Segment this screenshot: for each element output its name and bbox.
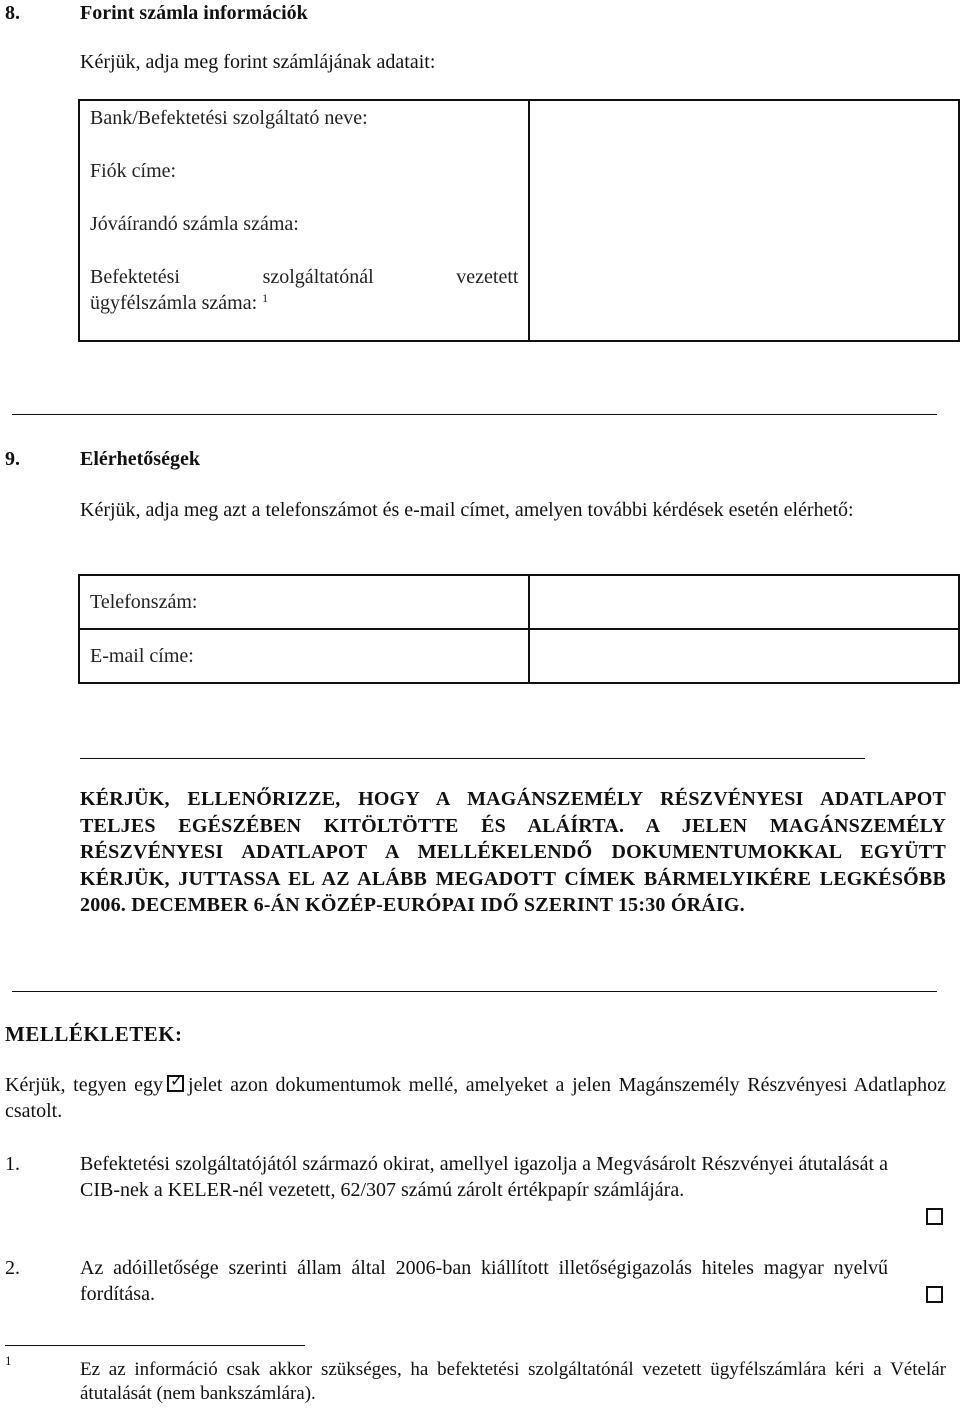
attachments-instruction: Kérjük, tegyen egy ✓ jelet azon dokumentumok mellé, amelyeket a jelen Magánszemély Részvényesi Adatlaphoz csatolt.: [5, 1071, 946, 1122]
phone-label: Telefonszám:: [79, 575, 529, 629]
divider: [80, 758, 865, 759]
section-9-number: 9.: [5, 448, 20, 470]
section-8-title: Forint számla információk: [80, 2, 308, 24]
credit-account-number-label: Jóváírandó számla száma:: [90, 213, 299, 235]
forint-account-values[interactable]: [529, 100, 959, 341]
section-9-intro: Kérjük, adja meg azt a telefonszámot és e-mail címet, amelyen további kérdések esetén elérhető:: [80, 499, 854, 521]
section-8-intro: Kérjük, adja meg forint számlájának adatait:: [80, 51, 436, 73]
email-field[interactable]: [529, 629, 959, 683]
bank-name-label: Bank/Befektetési szolgáltató neve:: [90, 107, 368, 129]
submission-notice: KÉRJÜK, ELLENŐRIZZE, HOGY A MAGÁNSZEMÉLY RÉSZVÉNYESI ADATLAPOT TELJES EGÉSZÉBEN KITÖLTÖTTE ÉS ALÁÍRTA. A JELEN MAGÁNSZEMÉLY RÉSZVÉNYESI ADATLAPOT A MELLÉKELENDŐ DOKUMENTUMOKKAL EGYÜTT KÉRJÜK, JUTTASSA EL AZ ALÁBB MEGADOTT CÍMEK BÁRMELYIKÉRE LEGKÉSŐBB 2006. DECEMBER 6-ÁN KÖZÉP-EURÓPAI IDŐ SZERINT 15:30 ÓRÁIG.: [80, 788, 946, 916]
contact-table: [78, 574, 960, 684]
attachment-1-text: Befektetési szolgáltatójától származó okirat, amellyel igazolja a Megvásárolt Részvényei átutalását a CIB-nek a KELER-nél vezetett, 62/307 számú zárolt értékpapír számlájára.: [80, 1153, 888, 1201]
forint-account-labels: [79, 100, 529, 341]
attachment-2-text: Az adóilletősége szerinti állam által 2006-ban kiállított illetőségigazolás hiteles magyar nyelvű fordítása.: [80, 1257, 888, 1305]
attachment-1-checkbox[interactable]: [926, 1208, 943, 1225]
email-label: E-mail címe:: [79, 629, 529, 683]
attachments-heading: MELLÉKLETEK:: [5, 1022, 183, 1046]
footnote-separator: [5, 1345, 305, 1346]
footnote-text: Ez az információ csak akkor szükséges, ha befektetési szolgáltatónál vezetett ügyfélszámlára kéri a Vételár átutalását (nem bankszámlára).: [80, 1359, 946, 1404]
section-9-title: Elérhetőségek: [80, 448, 200, 470]
divider: [12, 414, 937, 415]
attachment-2-checkbox[interactable]: [926, 1286, 943, 1303]
forint-account-table: [78, 99, 960, 342]
checked-box-icon: ✓: [167, 1075, 184, 1092]
footnote-marker: 1: [5, 1353, 12, 1368]
footnote-ref[interactable]: 1: [262, 291, 269, 305]
branch-address-label: Fiók címe:: [90, 160, 177, 182]
client-account-number-label: Befektetési szolgáltatónál vezetett ügyfélszámla száma: $^1$: [90, 266, 519, 314]
section-8-number: 8.: [5, 2, 20, 24]
phone-field[interactable]: [529, 575, 959, 629]
divider: [12, 991, 937, 992]
attachment-1-number: 1.: [5, 1153, 20, 1175]
attachment-2-number: 2.: [5, 1257, 20, 1279]
